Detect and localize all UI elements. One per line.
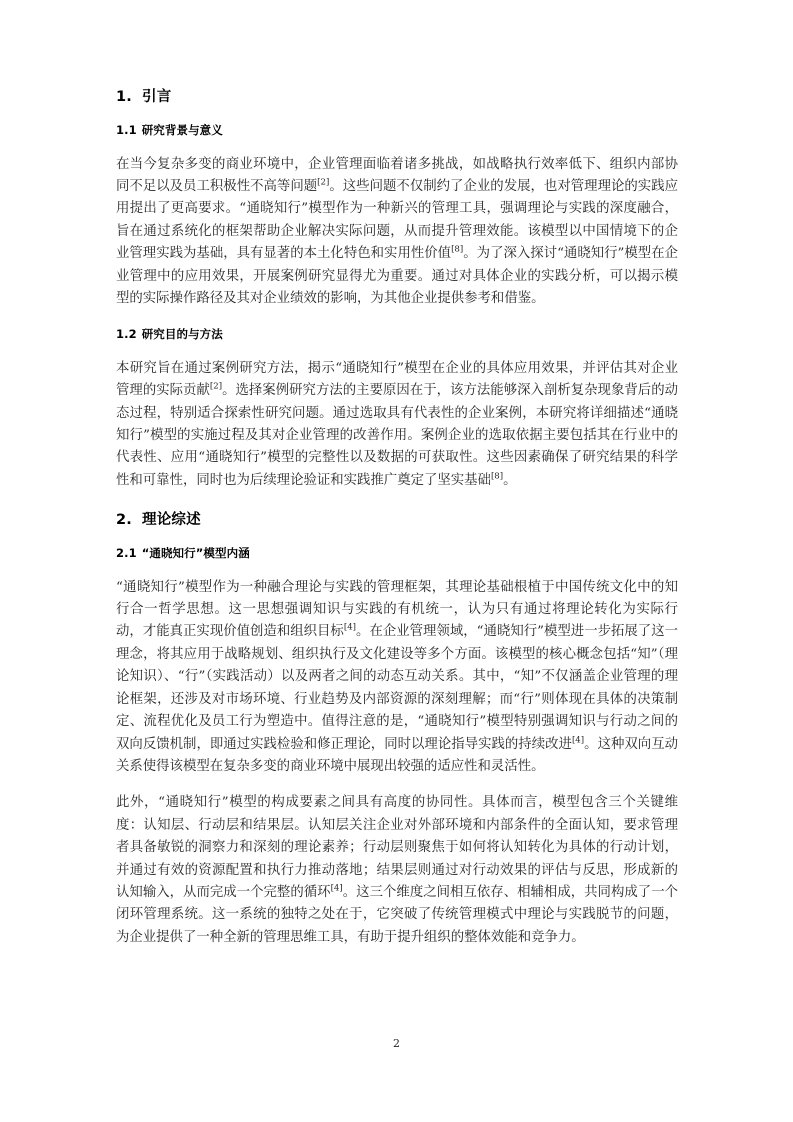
paragraph-text: 。这种双向互动关系使得该模型在复杂多变的商业环境中展现出较强的适应性和灵活性。 [116,736,679,774]
spacer [116,342,678,358]
citation-ref: [4] [571,735,585,746]
heading-section-1-1-title: 研究背景与意义 [141,123,223,138]
spacer [116,310,678,327]
heading-section-2 [116,511,678,529]
paragraph-text: 。这三个维度之间相互依存、相辅相成，共同构成了一个闭环管理系统。这一系统的独特之处在于，它突破了传统管理模式中理论与实践脱节的问题，为企业提供了一种全新的管理思维工具，有助于提升组织的整体效能和竞争力。 [116,884,678,945]
paragraph-text: 。这些问题不仅制约了企业的发展，也对管理理论的实践应用提出了更高要求。“通晓知行”模型作为一种新兴的管理工具，强调理论与实践的深度融合，旨在通过系统化的框架帮助企业解决实际问题，从而提升管理效能。该模型以中国情境下的企业管理实践为基础，具有显著的本土化特色和实用性价值 [116,178,679,262]
spacer [116,138,678,154]
paragraph-1-1 [116,154,678,311]
paragraph-1-2 [116,358,678,492]
spacer [116,561,678,577]
heading-section-2-1-number: 2.1 [116,546,137,561]
heading-section-2-number: 2. [116,512,132,529]
page-content [116,88,678,949]
heading-section-1-2-number: 1.2 [116,327,137,342]
paragraph-text: 。在企业管理领域，“通晓知行”模型进一步拓展了这一理念，将其应用于战略规划、组织执行及文化建设等多个方面。该模型的核心概念包括“知”（理论知识）、“行”（实践活动）以及两者之间的动态互动关系。其中，“知”不仅涵盖企业管理的理论框架，还涉及对市场环境、行业趋势及内部资源的深刻理解；而“行”则体现在具体的决策制定、流程优化及员工行为塑造中。值得注意的是，“通晓知行”模型特别强调知识与行动之间的双向反馈机制，即通过实践检验和修正理论，同时以理论指导实践的持续改进 [116,624,678,752]
page-number: 2 [393,1037,400,1050]
heading-section-2-1 [116,546,678,560]
heading-section-1-2 [116,327,678,341]
heading-section-1-number: 1. [116,89,132,105]
spacer [116,106,678,123]
heading-section-1-title: 引言 [142,89,172,105]
citation-ref: [8] [490,471,504,482]
paragraph-2-1-b [116,792,678,949]
paragraph-text: 此外，“通晓知行”模型的构成要素之间具有高度的协同性。具体而言，模型包含三个关键维度：认知层、行动层和结果层。认知层关注企业对外部环境和内部条件的全面认知，要求管理者具备敏锐的洞察力和深刻的理论素养；行动层则聚焦于如何将认知转化为具体的行动计划，并通过有效的资源配置和执行力推动落地；结果层则通过对行动效果的评估与反思，形成新的认知输入，从而完成一个完整的循环 [116,795,678,900]
citation-ref: [2] [209,381,223,392]
paragraph-text: 在当今复杂多变的商业环境中，企业管理面临着诸多挑战，如战略执行效率低下、组织内部协同不足以及员工积极性不高等问题 [116,156,678,194]
paragraph-2-1-a [116,577,678,779]
paragraph-text: 。为了深入探讨“通晓知行”模型在企业管理中的应用效果，开展案例研究显得尤为重要。通过对具体企业的实践分析，可以揭示模型的实际操作路径及其对企业绩效的影响，为其他企业提供参考和借鉴。 [116,246,678,306]
spacer [116,778,678,792]
citation-ref: [4] [343,623,357,633]
spacer [116,529,678,546]
heading-section-1-1-number: 1.1 [116,123,137,138]
heading-section-2-1-title: “通晓知行”模型内涵 [141,546,250,561]
spacer [116,492,678,511]
heading-section-2-title: 理论综述 [142,512,201,529]
citation-ref: [2] [317,177,330,188]
paragraph-text: “通晓知行”模型作为一种融合理论与实践的管理框架，其理论基础根植于中国传统文化中的知行合一哲学思想。这一思想强调知识与实践的有机统一，认为只有通过将理论转化为实际行动，才能真正实现价值创造和组织目标 [116,579,678,640]
citation-ref: [4] [330,883,343,894]
paragraph-text: 。 [503,472,517,488]
paragraph-text: 本研究旨在通过案例研究方法，揭示“通晓知行”模型在企业的具体应用效果，并评估其对企业管理的实际贡献 [116,360,678,399]
heading-section-1-2-title: 研究目的与方法 [141,327,223,342]
heading-section-1-1 [116,123,678,137]
heading-section-1 [116,88,678,106]
citation-ref: [8] [451,244,464,255]
paragraph-text: 。选择案例研究方法的主要原因在于，该方法能够深入剖析复杂现象背后的动态过程，特别适合探索性研究问题。通过选取具有代表性的企业案例，本研究将详细描述“通晓知行”模型的实施过程及其对企业管理的改善作用。案例企业的选取依据主要包括其在行业中的代表性、应用“通晓知行”模型的完整性以及数据的可获取性。这些因素确保了研究结果的科学性和可靠性，同时也为后续理论验证和实践推广奠定了坚实基础 [116,383,679,488]
